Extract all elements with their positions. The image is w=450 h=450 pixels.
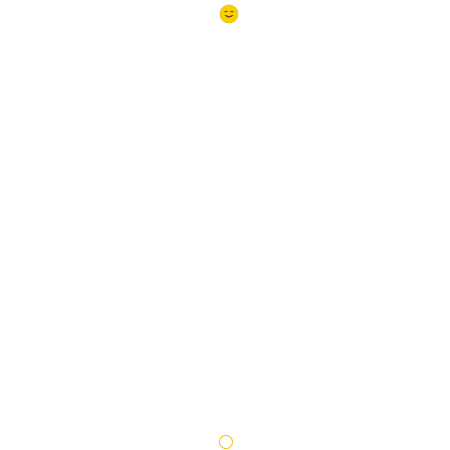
page-number bbox=[219, 435, 233, 449]
steps-list bbox=[88, 338, 356, 347]
header-badge bbox=[198, 3, 258, 25]
smiley-face-icon bbox=[219, 4, 239, 24]
middle-spiral-border bbox=[14, 283, 436, 301]
